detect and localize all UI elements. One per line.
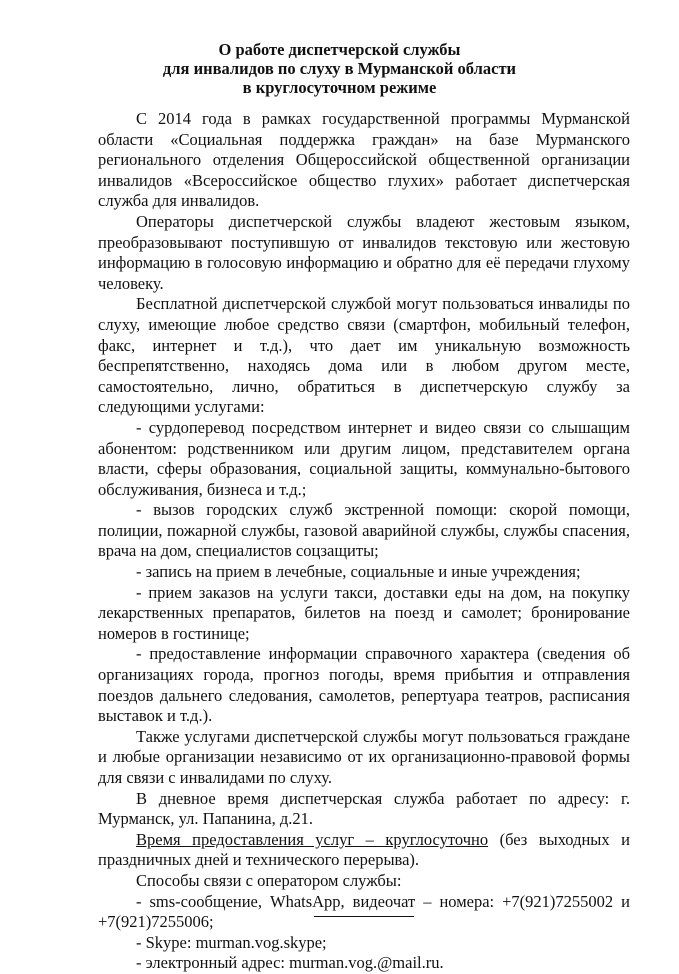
closing-divider [314, 916, 414, 917]
paragraph-contact-methods: Способы связи с оператором службы: [136, 870, 402, 890]
list-item-emergency-call: - вызов городских служб экстренной помощи: скорой помощи, полиции, пожарной службы, газовой аварийной службы, службы спасения, врача на дом, специалистов соцзащиты; [98, 500, 630, 561]
list-item-orders: - прием заказов на услуги такси, доставки еды на дом, на покупку лекарственных препаратов, билетов на поезд и самолет; бронирование номеров в гостинице; [98, 582, 630, 643]
contact-item-email: - электронный адрес: murman.vog.@mail.ru. [136, 953, 444, 973]
title-line-1: О работе диспетчерской службы [218, 40, 461, 59]
paragraph-organizations: Также услугами диспетчерской службы могут пользоваться граждане и любые организации независимо от их организационно-правовой формы для связи с инвалидами по слуху. [98, 726, 630, 787]
list-item-appointment: - запись на прием в лечебные, социальные и иные учреждения; [136, 562, 581, 582]
document-title [0, 40, 679, 97]
hours-rest: (без выходных и праздничных дней и технического перерыва). [98, 829, 630, 870]
title-line-2: для инвалидов по слуху в Мурманской области [162, 59, 517, 78]
list-item-reference-info: - предоставление информации справочного характера (сведения об организациях города, прогноз погоды, время прибытия и отправления поездов дальнего следования, самолетов, репертуара театров, расписания выставок и т.д.). [98, 644, 630, 726]
contact-item-phones: - sms-сообщение, WhatsApp, видеочат – номера: +7(921)7255002 и +7(921)7255006; [98, 891, 630, 932]
paragraph-address: В дневное время диспетчерская служба работает по адресу: г. Мурманск, ул. Папанина, д.21. [98, 788, 630, 829]
contact-item-skype: - Skype: murman.vog.skype; [136, 932, 327, 952]
document-body [98, 109, 630, 974]
paragraph-operators: Операторы диспетчерской службы владеют жестовым языком, преобразовывают поступившую от инвалидов текстовую или жестовую информацию в голосовую информацию и обратно для её передачи глухому человеку. [98, 211, 630, 293]
paragraph-free-service: Бесплатной диспетчерской службой могут пользоваться инвалиды по слуху, имеющие любое средство связи (смартфон, мобильный телефон, факс, интернет и т.д.), что дает им уникальную возможность беспрепятственно, находясь дома или в любом другом месте, самостоятельно, лично, обратиться в диспетчерскую службу за следующими услугами: [98, 294, 630, 417]
paragraph-intro: С 2014 года в рамках государственной программы Мурманской области «Социальная поддержка граждан» на базе Мурманского регионального отделения Общероссийской общественной организации инвалидов «Всероссийское общество глухих» работает диспетчерская служба для инвалидов. [98, 109, 630, 211]
paragraph-hours [98, 830, 630, 871]
title-line-3: в круглосуточном режиме [242, 78, 437, 97]
list-item-sign-translation: - сурдоперевод посредством интернет и видео связи со слышащим абонентом: родственником или другим лицом, представителем органа власти, сферы образования, социальной защиты, коммунально-бытового обслуживания, бизнеса и т.д.; [98, 417, 630, 499]
hours-underlined: Время предоставления услуг – круглосуточно [136, 829, 489, 849]
